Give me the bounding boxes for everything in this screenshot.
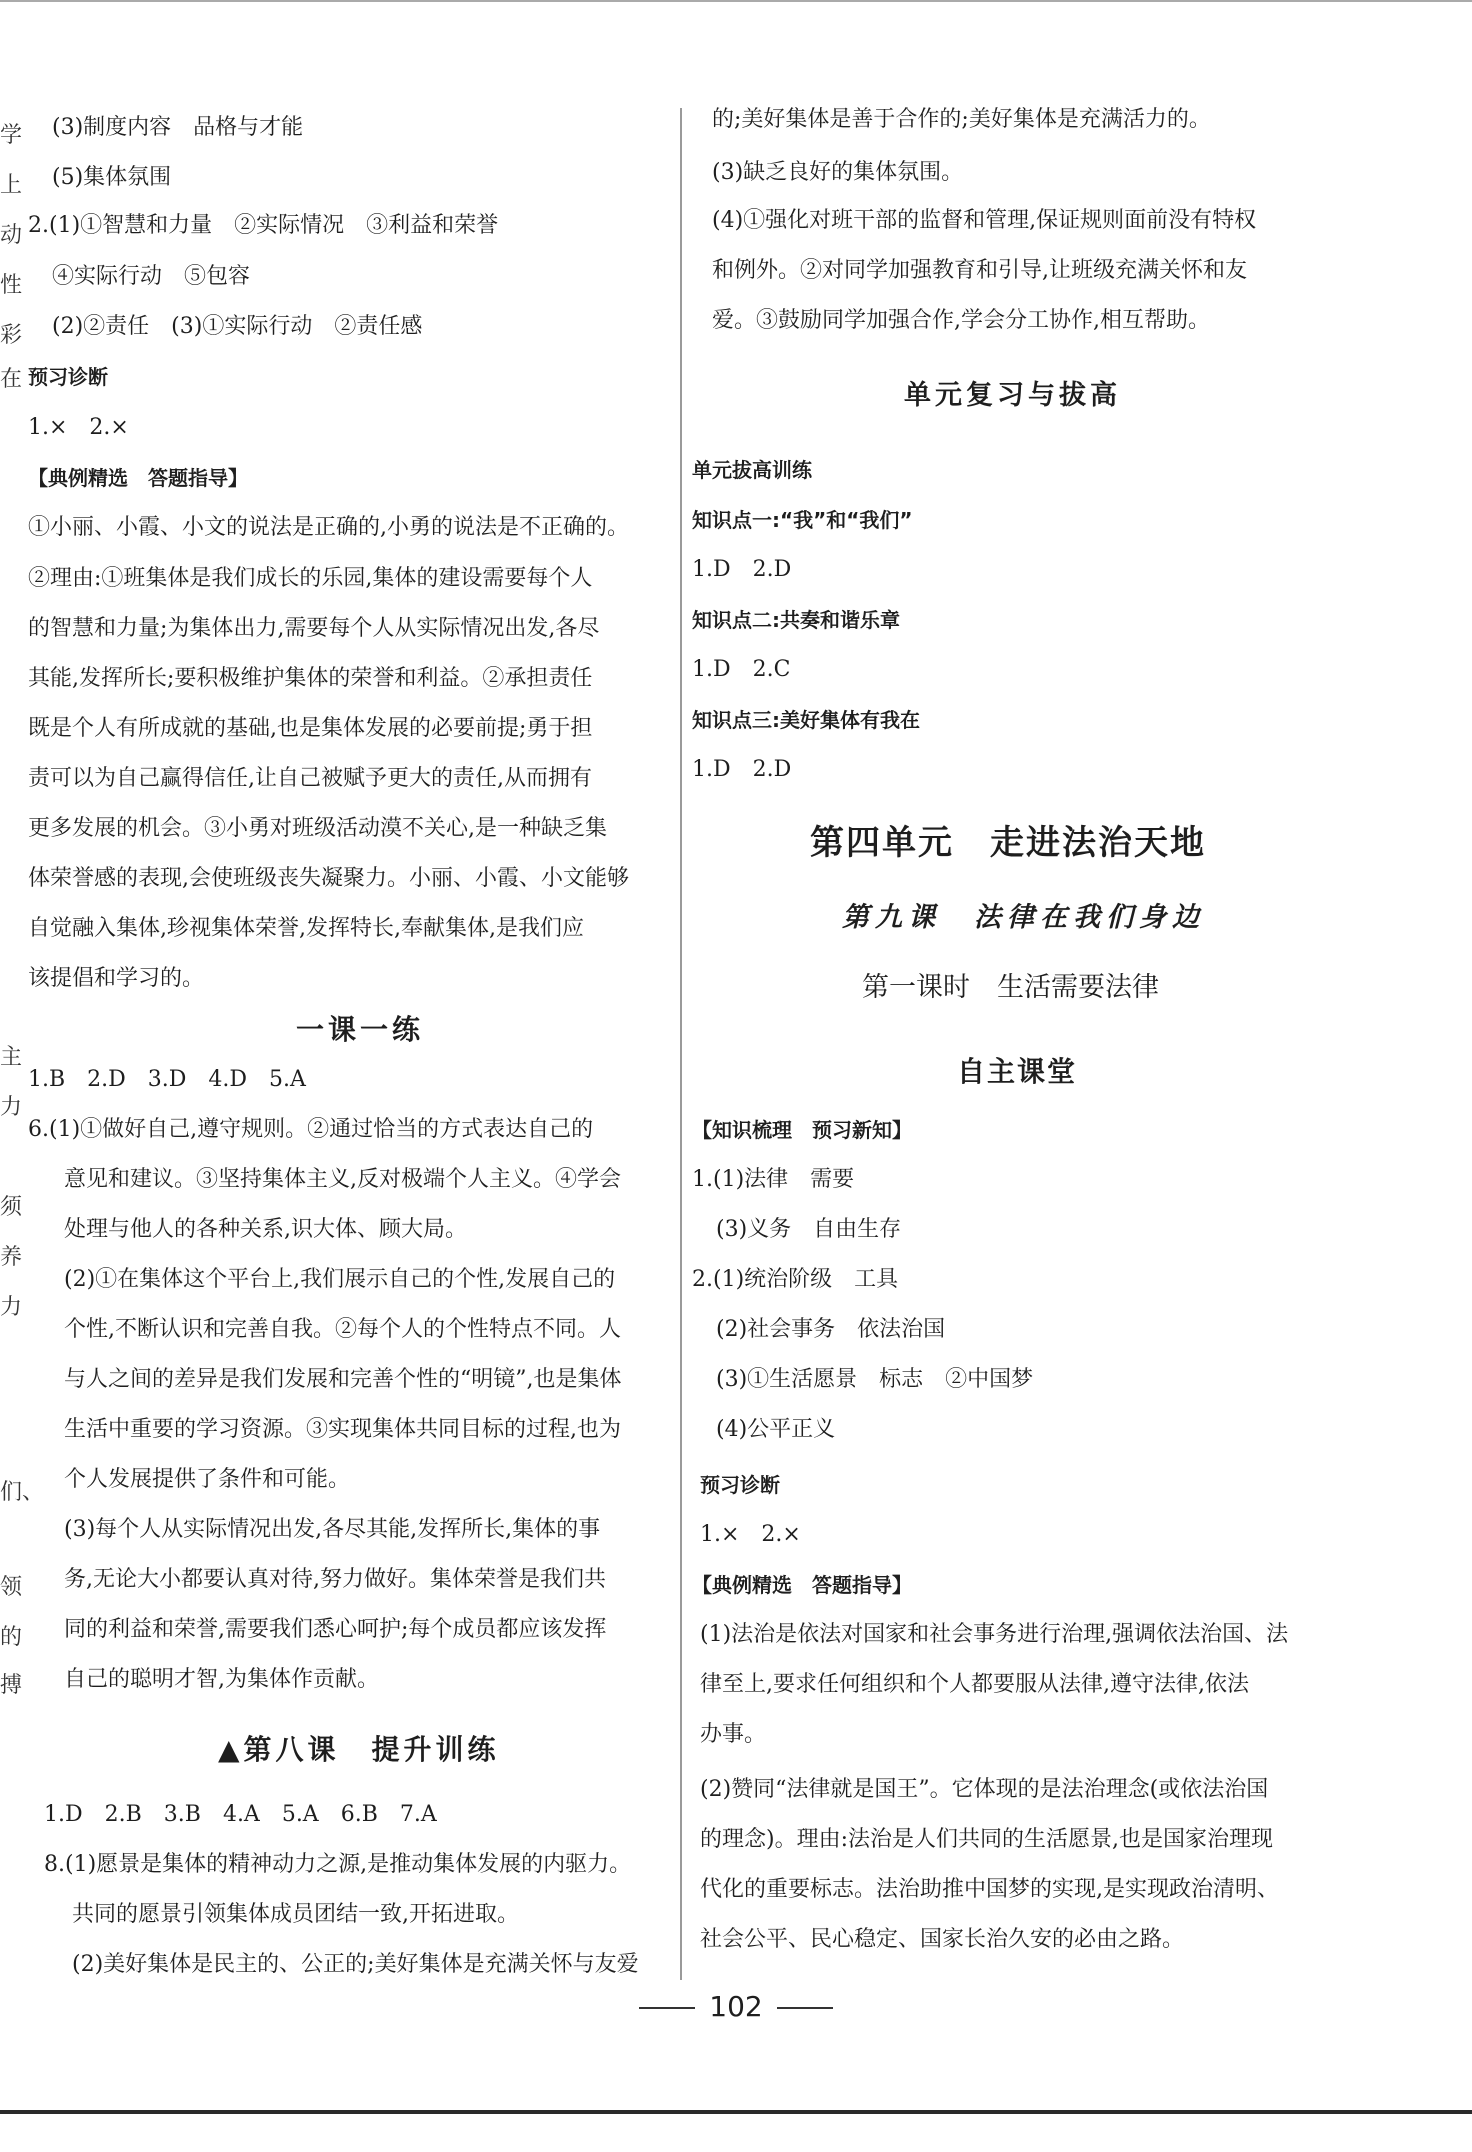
- section-title: 自主课堂: [957, 1055, 1078, 1088]
- answer-line: 1.D 2.D: [692, 557, 792, 582]
- answer-line: ④实际行动 ⑤包容: [52, 264, 251, 289]
- answer-line: 与人之间的差异是我们发展和完善个性的“明镜”,也是集体: [64, 1367, 622, 1392]
- answer-line: 该提倡和学习的。: [28, 966, 205, 991]
- bottom-rule: [0, 2110, 1472, 2114]
- answer-line: 1.× 2.×: [28, 415, 129, 440]
- answer-line: (3)义务 自由生存: [716, 1217, 902, 1242]
- heading-unit-review: 单元复习与拔高: [904, 380, 1121, 411]
- edge-fragment: 性: [0, 273, 23, 298]
- answer-line: 自觉融入集体,珍视集体荣誉,发挥特长,奉献集体,是我们应: [28, 916, 584, 941]
- edge-fragment: 上: [0, 173, 23, 198]
- edge-fragment: 学: [0, 123, 23, 148]
- answer-line: (2)社会事务 依法治国: [716, 1317, 946, 1342]
- knowledge-point: 知识点二:共奏和谐乐章: [692, 608, 900, 632]
- answer-line: (2)赞同“法律就是国王”。它体现的是法治理念(或依法治国: [700, 1777, 1269, 1802]
- section-label: 预习诊断: [28, 365, 108, 389]
- answer-line: (3)缺乏良好的集体氛围。: [712, 160, 964, 185]
- answer-line: (3)每个人从实际情况出发,各尽其能,发挥所长,集体的事: [64, 1517, 601, 1542]
- top-edge-rule: [0, 0, 1472, 2]
- answer-line: 和例外。②对同学加强教育和引导,让班级充满关怀和友: [712, 258, 1247, 283]
- answer-line: 的理念)。理由:法治是人们共同的生活愿景,也是国家治理现: [700, 1827, 1273, 1852]
- page-number-dash-left: [639, 2007, 695, 2009]
- answer-line: 8.(1)愿景是集体的精神动力之源,是推动集体发展的内驱力。: [44, 1852, 632, 1877]
- answer-line: 同的利益和荣誉,需要我们悉心呵护;每个成员都应该发挥: [64, 1617, 607, 1642]
- answer-line: 办事。: [700, 1722, 767, 1747]
- edge-fragment: 在: [0, 367, 23, 392]
- answer-line: 处理与他人的各种关系,识大体、顾大局。: [64, 1217, 467, 1242]
- edge-fragment: 搏: [0, 1673, 23, 1698]
- answer-line: 1.(1)法律 需要: [692, 1167, 855, 1192]
- edge-fragment: 们、: [0, 1480, 45, 1505]
- answer-line: 体荣誉感的表现,会使班级丧失凝聚力。小丽、小霞、小文能够: [28, 866, 629, 891]
- page-number-dash-right: [777, 2007, 833, 2009]
- knowledge-point: 知识点一:“我”和“我们”: [692, 508, 913, 532]
- lesson-title: 第九课 法律在我们身边: [842, 902, 1205, 933]
- answer-line: (2)②责任 (3)①实际行动 ②责任感: [52, 314, 423, 339]
- answer-line: 共同的愿景引领集体成员团结一致,开拓进取。: [72, 1902, 519, 1927]
- page-number: 102: [709, 1990, 763, 2023]
- section-label: 【典例精选 答题指导】: [692, 1573, 912, 1597]
- answer-line: 务,无论大小都要认真对待,努力做好。集体荣誉是我们共: [64, 1567, 606, 1592]
- answer-line: (2)美好集体是民主的、公正的;美好集体是充满关怀与友爱: [72, 1952, 639, 1977]
- column-divider: [680, 108, 682, 1980]
- edge-fragment: 的: [0, 1625, 23, 1650]
- answer-line: ①小丽、小霞、小文的说法是正确的,小勇的说法是不正确的。: [28, 515, 629, 540]
- answer-line: 责可以为自己赢得信任,让自己被赋予更大的责任,从而拥有: [28, 766, 592, 791]
- answer-line: 6.(1)①做好自己,遵守规则。②通过恰当的方式表达自己的: [28, 1117, 594, 1142]
- answer-line: 其能,发挥所长;要积极维护集体的荣誉和利益。②承担责任: [28, 666, 593, 691]
- answer-line: 1.D 2.C: [692, 657, 791, 682]
- answer-line: (4)公平正义: [716, 1417, 836, 1442]
- answer-line: 个人发展提供了条件和可能。: [64, 1467, 351, 1492]
- edge-fragment: 主: [0, 1045, 23, 1070]
- answer-line: 1.D 2.D: [692, 757, 792, 782]
- answer-line: (1)法治是依法对国家和社会事务进行治理,强调依法治国、法: [700, 1622, 1289, 1647]
- answer-line: 1.D 2.B 3.B 4.A 5.A 6.B 7.A: [44, 1802, 437, 1827]
- answer-line: 1.× 2.×: [700, 1522, 801, 1547]
- section-label: 单元拔高训练: [692, 458, 812, 482]
- answer-line: 代化的重要标志。法治助推中国梦的实现,是实现政治清明、: [700, 1877, 1279, 1902]
- answer-line: ②理由:①班集体是我们成长的乐园,集体的建设需要每个人: [28, 566, 593, 591]
- answer-line: 意见和建议。③坚持集体主义,反对极端个人主义。④学会: [64, 1167, 621, 1192]
- answer-line: 2.(1)统治阶级 工具: [692, 1267, 899, 1292]
- answer-line: 1.B 2.D 3.D 4.D 5.A: [28, 1067, 306, 1092]
- answer-line: 律至上,要求任何组织和个人都要服从法律,遵守法律,依法: [700, 1672, 1249, 1697]
- period-title: 第一课时 生活需要法律: [862, 972, 1159, 1003]
- answer-line: (3)①生活愿景 标志 ②中国梦: [716, 1367, 1034, 1392]
- heading-practice: 一课一练: [296, 1013, 425, 1046]
- answer-line: 的;美好集体是善于合作的;美好集体是充满活力的。: [712, 107, 1211, 132]
- section-label: 【典例精选 答题指导】: [28, 466, 248, 490]
- answer-line: (5)集体氛围: [52, 165, 172, 190]
- answer-line: 自己的聪明才智,为集体作贡献。: [64, 1667, 379, 1692]
- answer-line: 更多发展的机会。③小勇对班级活动漠不关心,是一种缺乏集: [28, 816, 607, 841]
- edge-fragment: 彩: [0, 323, 23, 348]
- unit-title: 第四单元 走进法治天地: [810, 823, 1206, 863]
- edge-fragment: 力: [0, 1295, 23, 1320]
- answer-line: 2.(1)①智慧和力量 ②实际情况 ③利益和荣誉: [28, 213, 499, 238]
- edge-fragment: 动: [0, 223, 23, 248]
- page-number-block: [0, 1990, 1472, 2023]
- answer-line: (3)制度内容 品格与才能: [52, 115, 304, 140]
- answer-line: 既是个人有所成就的基础,也是集体发展的必要前提;勇于担: [28, 716, 593, 741]
- knowledge-point: 知识点三:美好集体有我在: [692, 708, 920, 732]
- answer-line: 爱。③鼓励同学加强合作,学会分工协作,相互帮助。: [712, 308, 1210, 333]
- section-label: 【知识梳理 预习新知】: [692, 1118, 912, 1142]
- answer-line: 社会公平、民心稳定、国家长治久安的必由之路。: [700, 1927, 1185, 1952]
- answer-line: 个性,不断认识和完善自我。②每个人的个性特点不同。人: [64, 1317, 621, 1342]
- edge-fragment: 领: [0, 1575, 23, 1600]
- answer-line: 的智慧和力量;为集体出力,需要每个人从实际情况出发,各尽: [28, 616, 600, 641]
- edge-fragment: 力: [0, 1095, 23, 1120]
- section-label: 预习诊断: [700, 1473, 780, 1497]
- heading-lesson-8-training: ▲第八课 提升训练: [218, 1733, 500, 1766]
- answer-line: (4)①强化对班干部的监督和管理,保证规则面前没有特权: [712, 208, 1257, 233]
- edge-fragment: 养: [0, 1245, 23, 1270]
- edge-fragment: 须: [0, 1195, 23, 1220]
- answer-line: (2)①在集体这个平台上,我们展示自己的个性,发展自己的: [64, 1267, 616, 1292]
- answer-line: 生活中重要的学习资源。③实现集体共同目标的过程,也为: [64, 1417, 621, 1442]
